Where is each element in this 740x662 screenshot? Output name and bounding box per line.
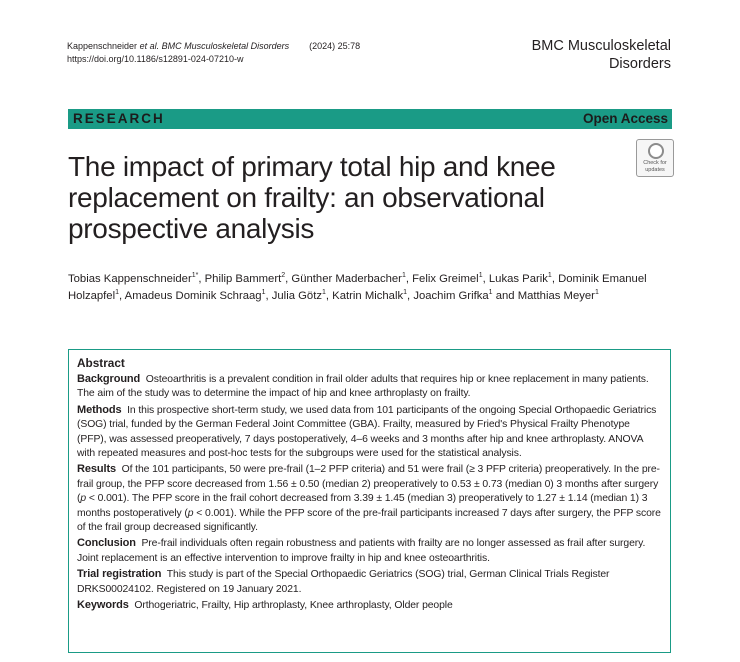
author-list — [68, 271, 668, 305]
author-separator: and — [492, 290, 518, 302]
author-affiliation: 1 — [401, 272, 406, 280]
trial-registration-text: This study is part of the Special Orthopaedic Geriatrics (SOG) trial, German Clinical Trials Register DRKS00024102. Registered on 19 January 2021. — [77, 569, 610, 595]
open-access-label: Open Access — [582, 111, 668, 126]
results-p-1: p — [80, 493, 87, 505]
abstract-results — [77, 462, 662, 535]
article-type-label: RESEARCH — [73, 111, 165, 126]
trial-registration-heading: Trial registration — [77, 568, 162, 581]
author-separator: , — [407, 290, 414, 302]
results-text-2: < 0.001). The PFP score in the frail cohort decreased from 3.39 ± 1.45 (median 3) preoperatively to 1.27 ± 1.14 (median 1) 3 months postoperatively ( — [77, 493, 648, 519]
results-p-2: p — [187, 507, 194, 519]
results-text-3: < 0.001). While the PFP score of the pre-frail participants increased 7 days after surgery, the PFP score of the frail group decreased significantly. — [77, 507, 661, 534]
background-heading: Background — [77, 373, 141, 385]
results-heading: Results — [77, 463, 117, 476]
citation-authors: Kappenschneider — [67, 41, 138, 51]
author-separator: , — [285, 273, 292, 285]
abstract-background — [77, 372, 662, 402]
abstract-box — [68, 349, 671, 653]
author-affiliation: 1* — [191, 272, 199, 280]
author-affiliation: 1 — [547, 272, 552, 280]
author-separator: , — [198, 273, 205, 285]
author-separator: , — [265, 290, 272, 302]
author-affiliation: 1 — [478, 272, 483, 280]
keywords-text: Orthogeriatric, Frailty, Hip arthroplasty, Knee arthroplasty, Older people — [134, 600, 453, 612]
update-check-icon — [648, 143, 664, 159]
abstract-trial-registration — [77, 567, 662, 597]
author-name: Lukas Parik — [488, 273, 548, 285]
author-name: Günther Maderbacher — [291, 273, 402, 285]
author-name: Katrin Michalk — [332, 290, 404, 302]
author-affiliation: 2 — [281, 272, 286, 280]
abstract-keywords — [77, 598, 662, 613]
author-affiliation: 1 — [261, 289, 266, 297]
author-separator: , — [325, 290, 333, 302]
check-for-updates-badge[interactable] — [636, 139, 674, 177]
journal-name: BMC Musculoskeletal Disorders — [531, 38, 671, 72]
keywords-heading: Keywords — [77, 599, 129, 612]
author-separator: , — [405, 273, 413, 285]
author-name: Felix Greimel — [412, 273, 479, 285]
author-name: Philip Bammert — [204, 273, 282, 285]
author-name: Dominik Emanuel Holzapfel — [68, 273, 647, 302]
article-title: The impact of primary total hip and knee replacement on frailty: an observational prospective analysis — [68, 151, 556, 244]
author-name: Julia Götz — [271, 290, 322, 302]
doi-link[interactable]: https://doi.org/10.1186/s12891-024-07210-w — [67, 54, 244, 64]
citation-header — [67, 40, 360, 66]
background-text: Osteoarthritis is a prevalent condition in frail older adults that requires hip or knee replacement in many patients. The aim of the study was to determine the impact of hip and knee arthroplasty on frailty. — [77, 374, 649, 400]
conclusion-heading: Conclusion — [77, 537, 136, 550]
abstract-title: Abstract — [77, 356, 125, 370]
citation-line — [67, 40, 360, 53]
author-name: Tobias Kappenschneider — [68, 273, 192, 285]
check-for-updates-label: Check for updates — [643, 160, 667, 173]
author-separator: , — [119, 290, 125, 302]
author-name: Joachim Grifka — [413, 290, 489, 302]
conclusion-text: Pre-frail individuals often regain robustness and patients with frailty are no longer assessed as frail after surgery. Joint replacement is an effective intervention to improve frailty in hip and knee osteoarthritis. — [77, 538, 646, 564]
abstract-methods — [77, 403, 662, 462]
author-name: Amadeus Dominik Schraag — [124, 290, 262, 302]
author-affiliation: 1 — [594, 289, 599, 297]
author-separator: , — [551, 273, 559, 285]
citation-journal: et al. BMC Musculoskeletal Disorders — [139, 41, 290, 51]
article-type-banner — [68, 109, 672, 129]
citation-year: (2024) 25:78 — [309, 41, 361, 51]
methods-text: In this prospective short-term study, we used data from 101 participants of the ongoing Special Orthopaedic Geriatrics (SOG) trial, funded by the German Federal Joint Committee (GBA). Frailty, measured by Fried's Physical Frailty Phenotype (PFP), was assessed preoperatively, 7 days postoperatively, 4–6 weeks and 3 months after hip and knee arthroplasty. ANOVA with repeated measures and post-hoc tests for the subgroups were used for the statistical analysis. — [77, 404, 657, 460]
abstract-conclusion — [77, 536, 662, 566]
author-affiliation: 1 — [403, 289, 408, 297]
author-name: Matthias Meyer — [517, 290, 595, 302]
results-text-1: Of the 101 participants, 50 were pre-frail (1–2 PFP criteria) and 51 were frail (≥ 3 PFP criteria) preoperatively. In the pre-frail group, the PFP score decreased from 1.56 ± 0.50 (median 2) preoperatively to 0.53 ± 0.73 (median 0) 3 months after surgery ( — [77, 464, 660, 505]
author-affiliation: 1 — [321, 289, 326, 297]
author-separator: , — [482, 273, 489, 285]
methods-heading: Methods — [77, 403, 122, 416]
author-affiliation: 1 — [115, 289, 120, 297]
author-affiliation: 1 — [488, 289, 493, 297]
